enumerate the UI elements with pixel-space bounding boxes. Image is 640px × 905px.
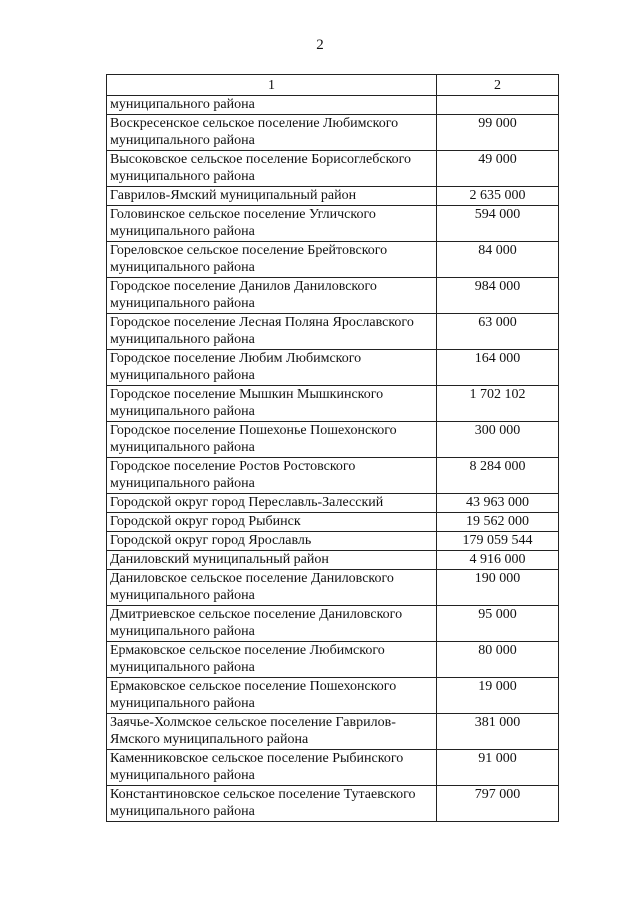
column-header-1: 1 xyxy=(107,75,437,96)
amount-value: 164 000 xyxy=(437,350,559,386)
municipality-name: Заячье-Холмское сельское поселение Гаврилов-Ямского муниципального района xyxy=(107,714,437,750)
amount-value: 190 000 xyxy=(437,570,559,606)
table-row xyxy=(107,386,559,422)
amount-value: 797 000 xyxy=(437,786,559,822)
amount-value: 179 059 544 xyxy=(437,532,559,551)
municipality-name: Даниловское сельское поселение Даниловского муниципального района xyxy=(107,570,437,606)
municipality-name: Городской округ город Переславль-Залесский xyxy=(107,494,437,513)
table-row xyxy=(107,551,559,570)
municipality-name: Городское поселение Лесная Поляна Ярославского муниципального района xyxy=(107,314,437,350)
municipality-name: Ермаковское сельское поселение Пошехонского муниципального района xyxy=(107,678,437,714)
table-row xyxy=(107,278,559,314)
table-row xyxy=(107,242,559,278)
column-header-2: 2 xyxy=(437,75,559,96)
amount-value: 43 963 000 xyxy=(437,494,559,513)
table-header-row xyxy=(107,75,559,96)
table-row xyxy=(107,786,559,822)
table-row xyxy=(107,570,559,606)
municipality-name: Городское поселение Пошехонье Пошехонского муниципального района xyxy=(107,422,437,458)
table-row xyxy=(107,422,559,458)
table-row xyxy=(107,750,559,786)
table-row xyxy=(107,151,559,187)
municipality-name: Городской округ город Рыбинск xyxy=(107,513,437,532)
municipality-name: Воскресенское сельское поселение Любимского муниципального района xyxy=(107,115,437,151)
municipality-name: Высоковское сельское поселение Борисоглебского муниципального района xyxy=(107,151,437,187)
amount-value: 4 916 000 xyxy=(437,551,559,570)
municipality-name: Ермаковское сельское поселение Любимского муниципального района xyxy=(107,642,437,678)
municipality-name: Даниловский муниципальный район xyxy=(107,551,437,570)
table-row xyxy=(107,513,559,532)
table-row xyxy=(107,96,559,115)
table-row xyxy=(107,606,559,642)
amount-value: 19 562 000 xyxy=(437,513,559,532)
amount-value: 91 000 xyxy=(437,750,559,786)
municipality-name: Гаврилов-Ямский муниципальный район xyxy=(107,187,437,206)
table-row xyxy=(107,678,559,714)
amount-value: 19 000 xyxy=(437,678,559,714)
amount-value: 99 000 xyxy=(437,115,559,151)
table-row xyxy=(107,532,559,551)
table-row xyxy=(107,642,559,678)
municipality-name: Каменниковское сельское поселение Рыбинского муниципального района xyxy=(107,750,437,786)
municipality-name: Городское поселение Мышкин Мышкинского муниципального района xyxy=(107,386,437,422)
table-row xyxy=(107,714,559,750)
table-row xyxy=(107,206,559,242)
municipality-name: Константиновское сельское поселение Тутаевского муниципального района xyxy=(107,786,437,822)
table-row xyxy=(107,115,559,151)
table-row xyxy=(107,314,559,350)
municipality-name: Гореловское сельское поселение Брейтовского муниципального района xyxy=(107,242,437,278)
amount-value: 49 000 xyxy=(437,151,559,187)
amount-value xyxy=(437,96,559,115)
municipality-name: Городское поселение Ростов Ростовского муниципального района xyxy=(107,458,437,494)
amount-value: 1 702 102 xyxy=(437,386,559,422)
municipality-name: Городское поселение Данилов Даниловского муниципального района xyxy=(107,278,437,314)
budget-table xyxy=(106,74,559,822)
amount-value: 84 000 xyxy=(437,242,559,278)
municipality-name: Городской округ город Ярославль xyxy=(107,532,437,551)
amount-value: 8 284 000 xyxy=(437,458,559,494)
amount-value: 2 635 000 xyxy=(437,187,559,206)
table-row xyxy=(107,187,559,206)
amount-value: 80 000 xyxy=(437,642,559,678)
table-row xyxy=(107,458,559,494)
amount-value: 984 000 xyxy=(437,278,559,314)
amount-value: 63 000 xyxy=(437,314,559,350)
municipality-name: муниципального района xyxy=(107,96,437,115)
amount-value: 594 000 xyxy=(437,206,559,242)
page-number: 2 xyxy=(316,37,324,53)
amount-value: 381 000 xyxy=(437,714,559,750)
amount-value: 95 000 xyxy=(437,606,559,642)
municipality-name: Дмитриевское сельское поселение Даниловского муниципального района xyxy=(107,606,437,642)
municipality-name: Городское поселение Любим Любимского муниципального района xyxy=(107,350,437,386)
table-row xyxy=(107,494,559,513)
municipality-name: Головинское сельское поселение Угличского муниципального района xyxy=(107,206,437,242)
table-row xyxy=(107,350,559,386)
amount-value: 300 000 xyxy=(437,422,559,458)
